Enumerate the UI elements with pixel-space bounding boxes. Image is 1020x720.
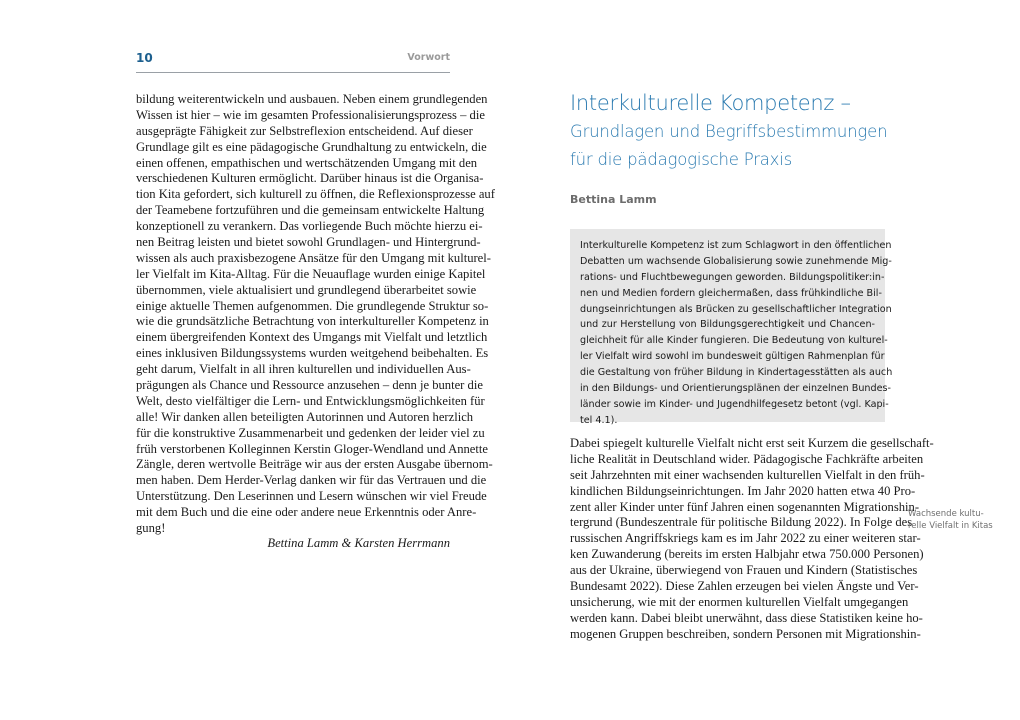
- text-line: unsicherung, wie mit der enormen kulturellen Vielfalt umgegangen: [570, 594, 909, 609]
- text-line: Wissen ist hier – wie im gesamten Professionalisierungsprozess – die: [136, 107, 485, 122]
- text-line: einem übergreifenden Kontext des Umgangs mit Vielfalt und letztlich: [136, 330, 488, 345]
- text-line: ler Vielfalt im Kita-Alltag. Für die Neuauflage wurden einige Kapitel: [136, 266, 486, 281]
- text-line: kindlichen Bildungseinrichtungen. Im Jahr 2020 hatten etwa 40 Pro-: [570, 483, 916, 498]
- page-header: [136, 50, 450, 73]
- chapter-title-main: Interkulturelle Kompetenz –: [570, 91, 851, 115]
- text-line: liche Realität in Deutschland wider. Pädagogische Fachkräfte arbeiten: [570, 451, 924, 466]
- text-line: geht darum, Vielfalt in all ihren kulturellen und individuellen Aus-: [136, 362, 471, 377]
- text-line: übernommen, viele aktualisiert und grundlegend überarbeitet sowie: [136, 282, 477, 297]
- margin-note: [908, 508, 1008, 532]
- text-line: Bundesamt 2022). Diese Zahlen erzeugen bei vielen Ängste und Ver-: [570, 579, 919, 594]
- text-line: Zängle, deren wertvolle Beiträge wir aus der ersten Ausgabe übernom-: [136, 457, 493, 472]
- abstract-line: Interkulturelle Kompetenz ist zum Schlagwort in den öffentlichen: [580, 240, 892, 251]
- abstract-line: ler Vielfalt wird sowohl im bundesweit gültigen Rahmenplan für: [580, 351, 885, 363]
- text-line: Unterstützung. Den Leserinnen und Lesern wünschen wir viel Freude: [136, 489, 487, 504]
- chapter-body-text: [570, 436, 934, 643]
- margin-note-line: relle Vielfalt in Kitas: [908, 521, 993, 531]
- abstract-box: [570, 229, 893, 426]
- text-line: werden kann. Dabei bleibt unerwähnt, dass diese Statistiken keine ho-: [570, 610, 923, 625]
- abstract-line: nen und Medien fordern gleichermaßen, dass frühkindliche Bil-: [580, 287, 882, 299]
- text-line: der Teamebene fortzuführen und die gemeinsam entwickelte Haltung: [136, 203, 485, 218]
- text-line: eines inklusiven Bildungssystems wurden weitgehend beibehalten. Es: [136, 346, 489, 361]
- abstract-line: und zur Herstellung von Bildungsgerechtigkeit und Chancen-: [580, 319, 875, 331]
- text-line: zent aller Kinder unter fünf Jahren einen sogenannten Migrationshin-: [570, 499, 920, 514]
- abstract-line: länder sowie im Kinder- und Jugendhilfegesetz betont (vgl. Kapi-: [580, 398, 889, 410]
- text-line: aus der Ukraine, überwiegend von Frauen und Kindern (Statistisches: [570, 563, 918, 578]
- text-line: ausgeprägte Fähigkeit zur Selbstreflexion entscheidend. Auf dieser: [136, 123, 473, 138]
- text-line: verschiedenen Kulturen ermöglicht. Darüber hinaus ist die Organisa-: [136, 171, 484, 186]
- chapter-subtitle-line: Grundlagen und Begriffsbestimmungen: [570, 122, 888, 141]
- text-line: für die konstruktive Zusammenarbeit und gedenken der leider viel zu: [136, 425, 485, 440]
- abstract-line: tel 4.1).: [580, 414, 618, 426]
- signature: Bettina Lamm & Karsten Herrmann: [267, 536, 450, 550]
- foreword-text: [136, 92, 495, 537]
- text-line: men haben. Dem Herder-Verlag danken wir für das Vertrauen und die: [136, 473, 487, 488]
- text-line: alle! Wir danken allen beteiligten Autorinnen und Autoren herzlich: [136, 409, 474, 424]
- text-line: einige aktuelle Themen aufgenommen. Die grundlegende Struktur so-: [136, 298, 489, 313]
- abstract-line: rations- und Fluchtbewegungen geworden. Bildungspolitiker:in-: [580, 271, 885, 283]
- text-line: tergrund (Bundeszentrale für politische Bildung 2022). In Folge des: [570, 515, 913, 530]
- text-line: bildung weiterentwickeln und ausbauen. Neben einem grundlegenden: [136, 92, 488, 106]
- abstract-line: die Gestaltung von früher Bildung in Kindertagesstätten als auch: [580, 367, 893, 379]
- abstract-line: in den Bildungs- und Orientierungsplänen der einzelnen Bundes-: [580, 383, 891, 395]
- text-line: einen offenen, empathischen und wertschätzenden Umgang mit den: [136, 155, 478, 170]
- abstract-line: gleichheit für alle Kinder fungieren. Die Bedeutung von kulturel-: [580, 335, 888, 347]
- chapter-title: [570, 88, 890, 174]
- text-line: Dabei spiegelt kulturelle Vielfalt nicht erst seit Kurzem die gesellschaft-: [570, 436, 934, 450]
- text-line: wissen als auch praxisbezogene Ansätze für den Umgang mit kulturel-: [136, 250, 491, 265]
- text-line: Grundlage gilt es eine pädagogische Grundhaltung zu entwickeln, die: [136, 139, 487, 154]
- text-line: seit Jahrzehnten mit einer wachsenden kulturellen Vielfalt in den früh-: [570, 467, 925, 482]
- text-line: früh verstorbenen Kolleginnen Kerstin Gloger-Wendland und Annette: [136, 441, 488, 456]
- text-line: wie die grundsätzliche Betrachtung von interkultureller Kompetenz in: [136, 314, 489, 329]
- text-line: mit dem Buch und die eine oder andere neue Erkenntnis oder Anre-: [136, 505, 477, 520]
- page-number: 10: [136, 51, 153, 65]
- text-line: prägungen als Chance und Ressource anzusehen – denn je bunter die: [136, 378, 483, 393]
- text-line: nen Beitrag leisten und bietet sowohl Grundlagen- und Hintergrund-: [136, 235, 481, 250]
- text-line: russischen Angriffskriegs kam es im Jahr 2022 zu einer weiteren star-: [570, 531, 921, 546]
- abstract-line: Debatten um wachsende Globalisierung sowie zunehmende Mig-: [580, 255, 892, 267]
- text-line: mogenen Gruppen beschreiben, sondern Personen mit Migrationshin-: [570, 626, 921, 641]
- text-line: tion Kita gefordert, sich kulturell zu öffnen, die Reflexionsprozesse auf: [136, 187, 495, 202]
- text-line: gung!: [136, 521, 166, 536]
- chapter-subtitle-line: für die pädagogische Praxis: [570, 150, 793, 169]
- margin-note-line: Wachsende kultu-: [908, 509, 984, 519]
- text-line: Welt, desto vielfältiger die Lern- und Entwicklungsmöglichkeiten für: [136, 393, 485, 408]
- text-line: konzeptionell zu verankern. Das vorliegende Buch möchte hierzu ei-: [136, 219, 483, 234]
- running-head: Vorwort: [407, 52, 450, 63]
- chapter-author: Bettina Lamm: [570, 193, 657, 206]
- text-line: ken Zuwanderung (bereits im ersten Halbjahr etwa 750.000 Personen): [570, 547, 924, 562]
- abstract-line: dungseinrichtungen als Brücken zu gesellschaftlicher Integration: [580, 303, 892, 315]
